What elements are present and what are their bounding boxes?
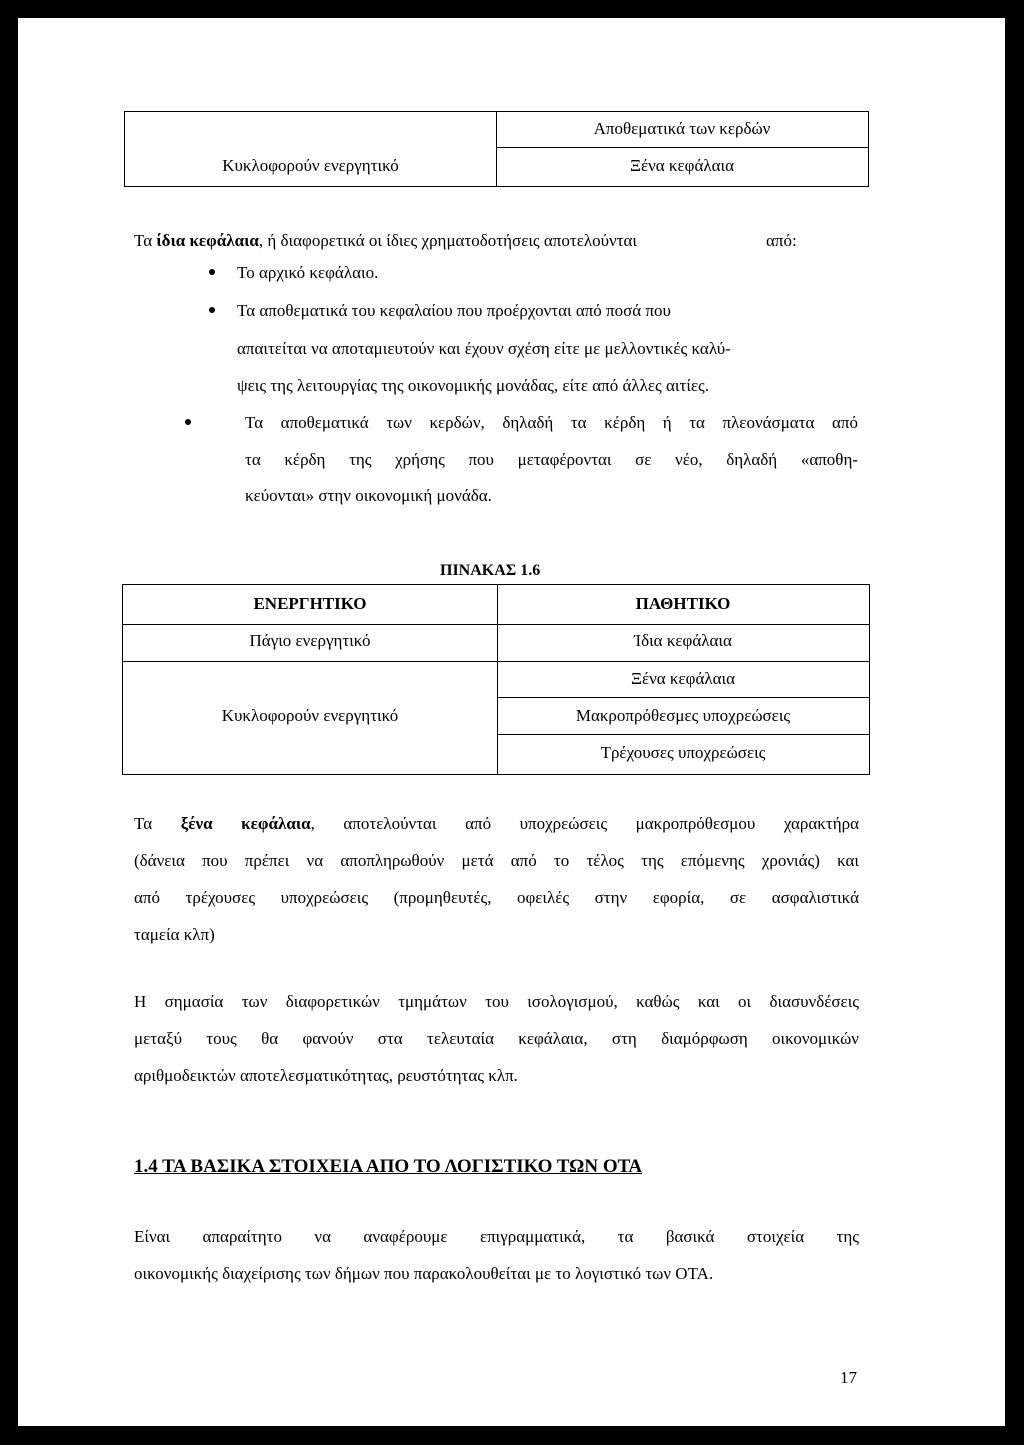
bullet-profit-reserves-line1: Τα αποθεματικά των κερδών, δηλαδή τα κέρδη ή τα πλεονάσματα από — [245, 413, 858, 432]
cell-equity: Ίδια κεφάλαια — [634, 631, 732, 650]
page — [18, 18, 1005, 1426]
bullet-icon — [185, 419, 191, 425]
equity-intro — [134, 230, 637, 252]
importance-para-line2: μεταξύ τους θα φανούν στα τελευταία κεφάλαια, στη διαμόρφωση οικονομικών — [134, 1029, 859, 1048]
cell-foreign-capital: Ξένα κεφάλαια — [630, 156, 734, 175]
foreign-para-line2: (δάνεια που πρέπει να αποπληρωθούν μετά από το τέλος της επόμενης χρονιάς) και — [134, 851, 859, 870]
cell-foreign-capital: Ξένα κεφάλαια — [631, 669, 735, 688]
cell-reserves-profits: Αποθεματικά των κερδών — [593, 119, 771, 138]
section-heading: 1.4 ΤΑ ΒΑΣΙΚΑ ΣΤΟΙΧΕΙΑ ΑΠΟ ΤΟ ΛΟΓΙΣΤΙΚΟ ΤΩΝ ΟΤΑ — [134, 1156, 643, 1177]
table-caption: ΠΙΝΑΚΑΣ 1.6 — [440, 562, 541, 579]
bullet-icon — [209, 307, 215, 313]
importance-para-line1: Η σημασία των διαφορετικών τμημάτων του ισολογισμού, καθώς και οι διασυνδέσεις — [134, 992, 859, 1011]
equity-intro-rest: , ή διαφορετικά οι ίδιες χρηματοδοτήσεις αποτελούνται — [258, 231, 638, 250]
foreign-para-rest: , αποτελούνται από υποχρεώσεις μακροπρόθεσμου χαρακτήρα — [310, 814, 859, 833]
foreign-para-prefix: Τα — [134, 814, 181, 833]
header-assets: ΕΝΕΡΓΗΤΙΚΟ — [253, 594, 367, 613]
foreign-para-line3: από τρέχουσες υποχρεώσεις (προμηθευτές, οφειλές στην εφορία, σε ασφαλιστικά — [134, 888, 859, 907]
bullet-icon — [209, 269, 215, 275]
final-para-line1: Είναι απαραίτητο να αναφέρουμε επιγραμματικά, τα βασικά στοιχεία της — [134, 1227, 859, 1246]
table-divider — [496, 147, 868, 148]
equity-term: ίδια κεφάλαια — [156, 231, 259, 250]
cell-short-term-liabilities: Τρέχουσες υποχρεώσεις — [600, 743, 766, 762]
table-divider — [497, 697, 869, 698]
cell-current-assets: Κυκλοφορούν ενεργητικό — [222, 156, 399, 175]
bullet-capital-reserves-line2: απαιτείται να αποταμιευτούν και έχουν σχέση είτε με μελλοντικές καλύ- — [237, 339, 731, 358]
balance-table — [122, 584, 870, 775]
equity-intro-prefix: Τα — [134, 231, 157, 250]
foreign-para-line4: ταμεία κλπ) — [134, 925, 215, 944]
table-divider — [123, 661, 869, 662]
final-para-line2: οικονομικής διαχείρισης των δήμων που παρακολουθείται με το λογιστικό των ΟΤΑ. — [134, 1264, 714, 1283]
bullet-capital-reserves-line3: ψεις της λειτουργίας της οικονομικής μονάδας, είτε από άλλες αιτίες. — [237, 376, 710, 395]
cell-fixed-assets: Πάγιο ενεργητικό — [249, 631, 371, 650]
importance-para-line3: αριθμοδεικτών αποτελεσματικότητας, ρευστότητας κλπ. — [134, 1066, 518, 1085]
bullet-profit-reserves-line3: κεύονται» στην οικονομική μονάδα. — [245, 486, 492, 505]
page-number: 17 — [840, 1368, 857, 1387]
equity-intro-end: από: — [766, 231, 797, 250]
top-table — [124, 111, 869, 187]
cell-current-assets: Κυκλοφορούν ενεργητικό — [221, 706, 399, 725]
bullet-initial-capital: Το αρχικό κεφάλαιο. — [237, 263, 379, 282]
cell-long-term-liabilities: Μακροπρόθεσμες υποχρεώσεις — [575, 706, 791, 725]
table-divider — [497, 734, 869, 735]
bullet-capital-reserves-line1: Τα αποθεματικά του κεφαλαίου που προέρχονται από ποσά που — [237, 301, 671, 320]
table-divider — [123, 624, 869, 625]
bullet-profit-reserves-line2: τα κέρδη της χρήσης που μεταφέρονται σε νέο, δηλαδή «αποθη- — [245, 450, 858, 469]
header-liabilities: ΠΑΘΗΤΙΚΟ — [635, 594, 731, 613]
foreign-capital-term: ξένα κεφάλαια — [180, 814, 311, 833]
foreign-para-line1 — [134, 813, 859, 835]
